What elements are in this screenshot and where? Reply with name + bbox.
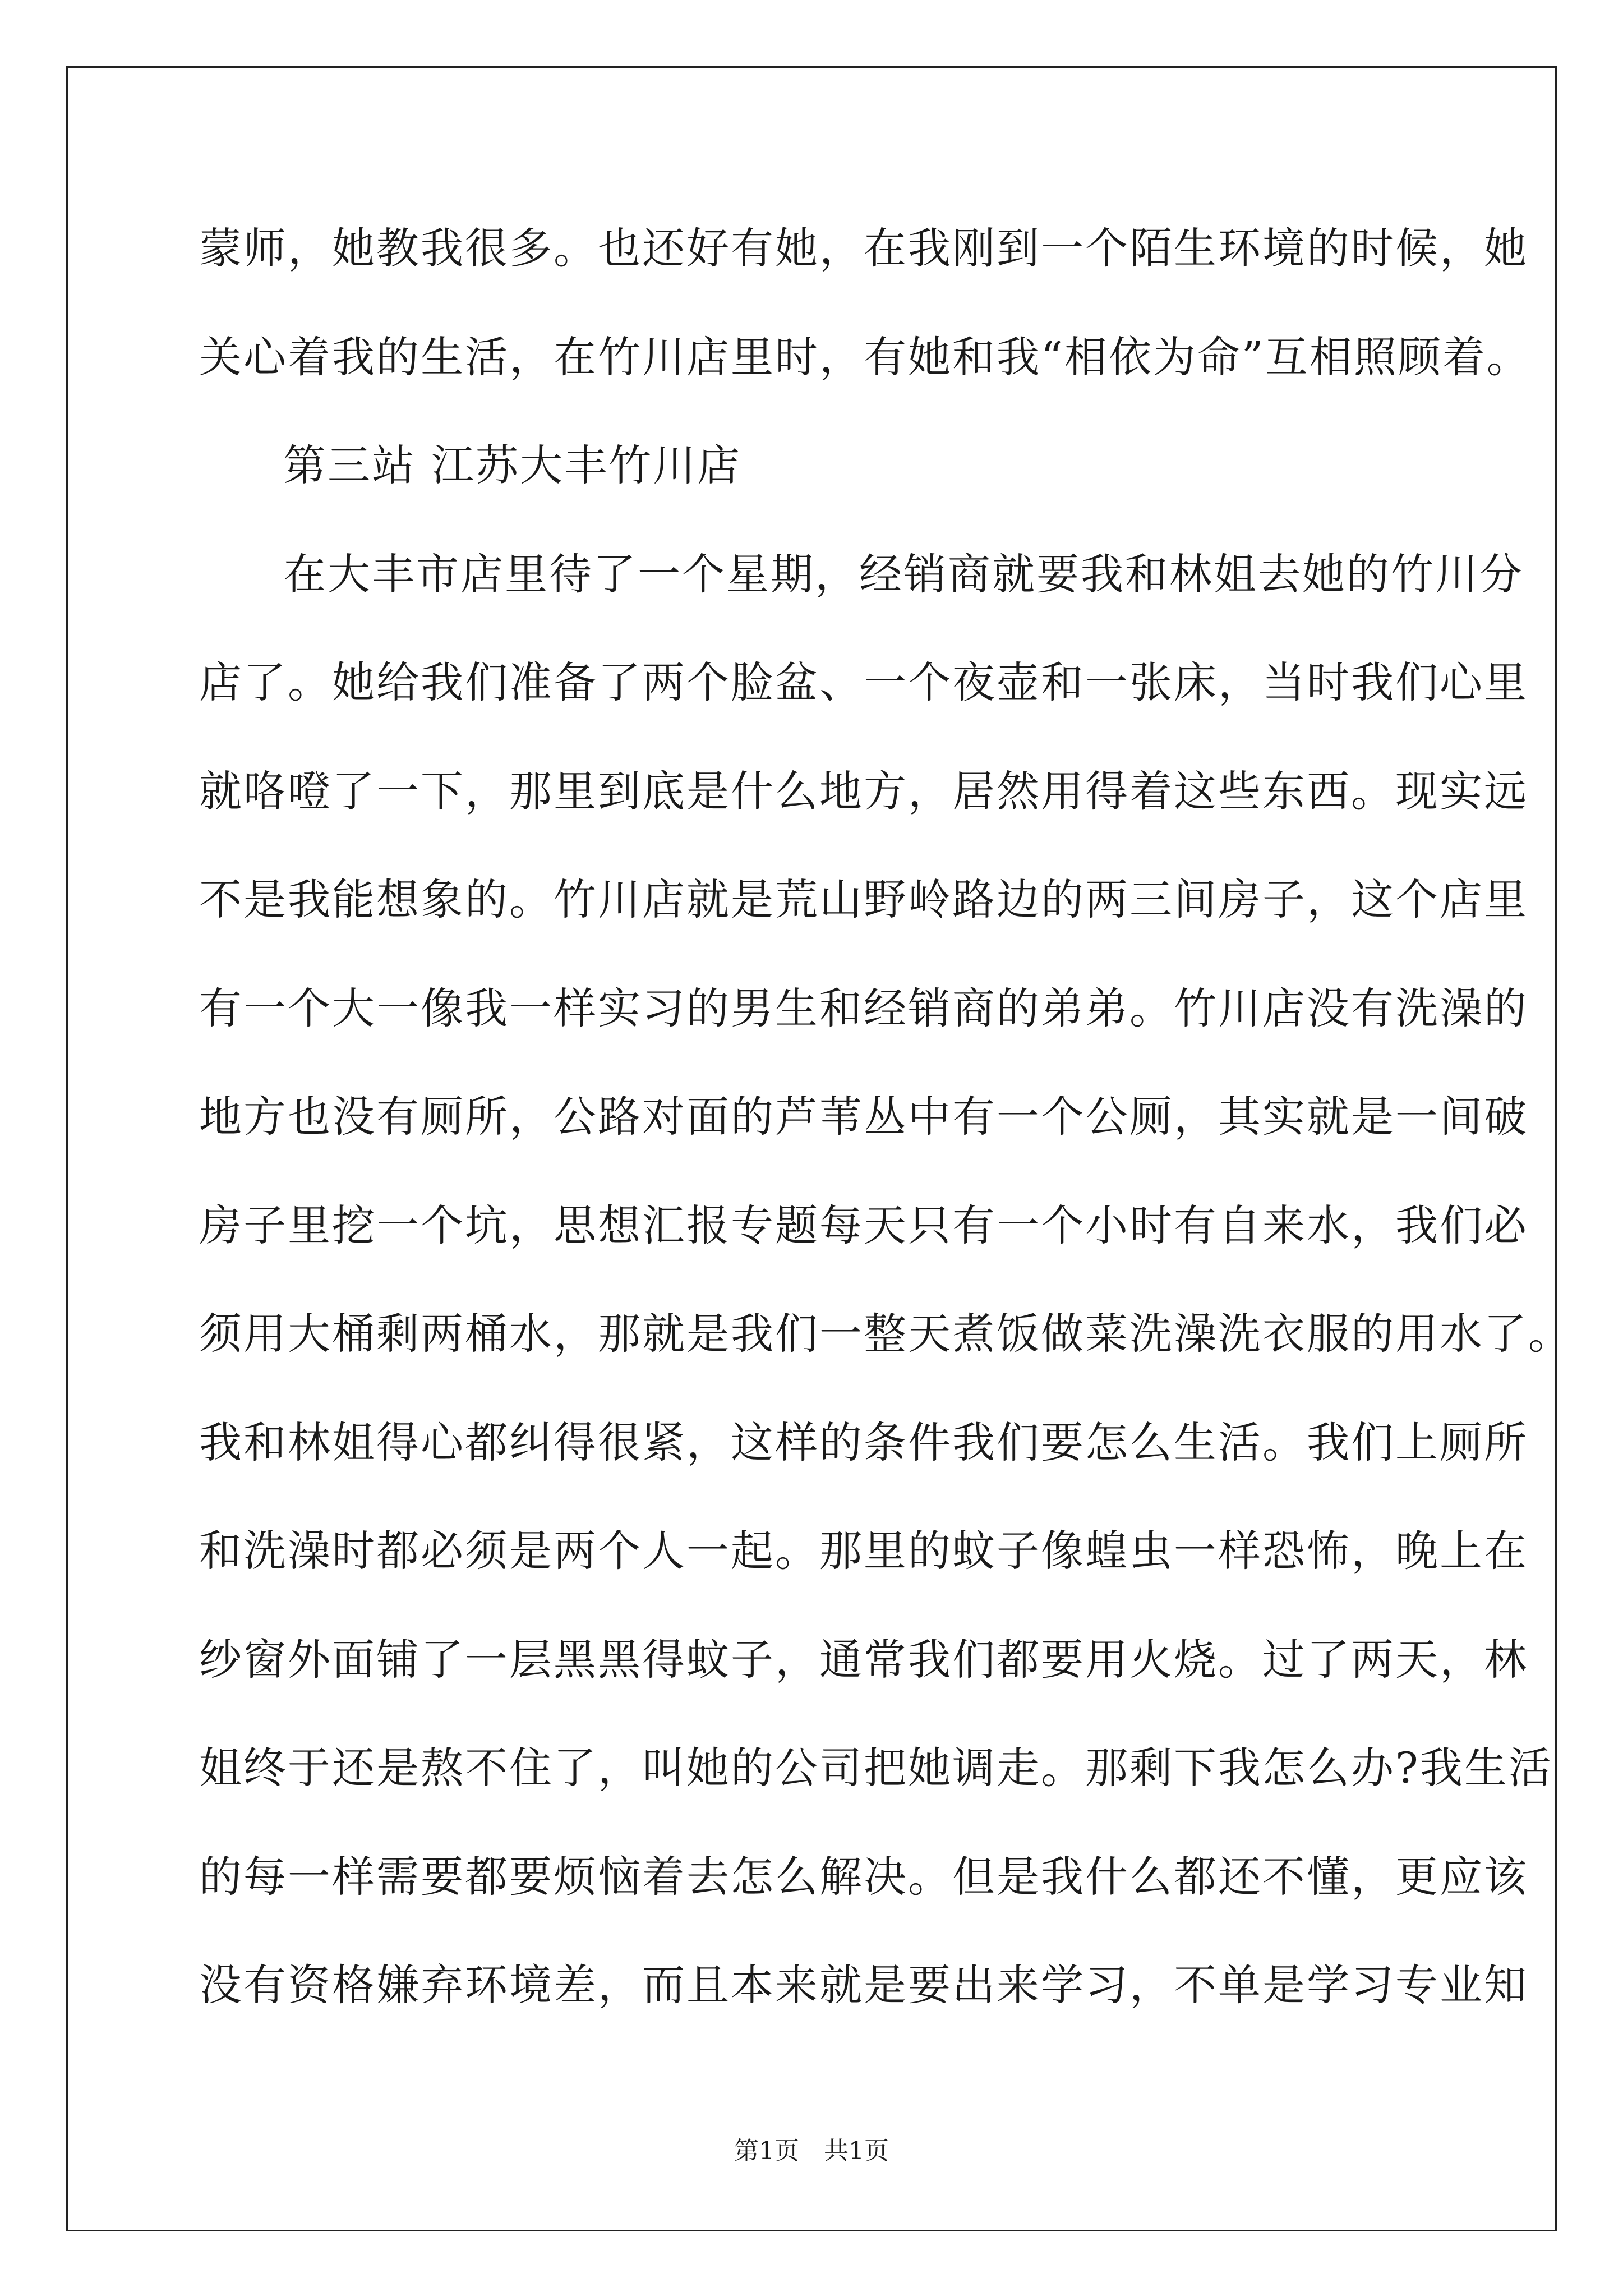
text-line: 店了。她给我们准备了两个脸盆、一个夜壶和一张床，当时我们心里 xyxy=(199,657,1528,707)
text-line: 地方也没有厕所，公路对面的芦苇丛中有一个公厕，其实就是一间破 xyxy=(199,1092,1528,1142)
text-line: 关心着我的生活，在竹川店里时，有她和我“相依为命”互相照顾着。 xyxy=(199,332,1531,382)
section-heading: 第三站 江苏大丰竹川店 xyxy=(283,440,742,490)
document-body xyxy=(199,212,1573,2058)
text-line: 的每一样需要都要烦恼着去怎么解决。但是我什么都还不懂，更应该 xyxy=(199,1851,1528,1902)
text-line: 房子里挖一个坑，思想汇报专题每天只有一个小时有自来水，我们必 xyxy=(199,1200,1528,1250)
text-line: 就咯噔了一下，那里到底是什么地方，居然用得着这些东西。现实远 xyxy=(199,766,1528,816)
text-line: 在大丰市店里待了一个星期，经销商就要我和林姐去她的竹川分 xyxy=(283,549,1524,599)
text-line: 须用大桶剩两桶水，那就是我们一整天煮饭做菜洗澡洗衣服的用水了。 xyxy=(199,1309,1573,1359)
text-line: 和洗澡时都必须是两个人一起。那里的蚊子像蝗虫一样恐怖，晚上在 xyxy=(199,1526,1528,1576)
page-footer: 第1页 共1页 xyxy=(734,2137,889,2165)
text-line: 不是我能想象的。竹川店就是荒山野岭路边的两三间房子，这个店里 xyxy=(199,875,1528,924)
text-line: 我和林姐得心都纠得很紧，这样的条件我们要怎么生活。我们上厕所 xyxy=(199,1417,1528,1467)
text-line: 姐终于还是熬不住了，叫她的公司把她调走。那剩下我怎么办?我生活 xyxy=(199,1743,1553,1793)
text-line: 纱窗外面铺了一层黑黑得蚊子，通常我们都要用火烧。过了两天，林 xyxy=(199,1634,1528,1685)
text-line: 有一个大一像我一样实习的男生和经销商的弟弟。竹川店没有洗澡的 xyxy=(199,983,1528,1033)
text-line: 没有资格嫌弃环境差，而且本来就是要出来学习，不单是学习专业知 xyxy=(199,1960,1528,2010)
text-line: 蒙师，她教我很多。也还好有她，在我刚到一个陌生环境的时候，她 xyxy=(199,223,1528,273)
